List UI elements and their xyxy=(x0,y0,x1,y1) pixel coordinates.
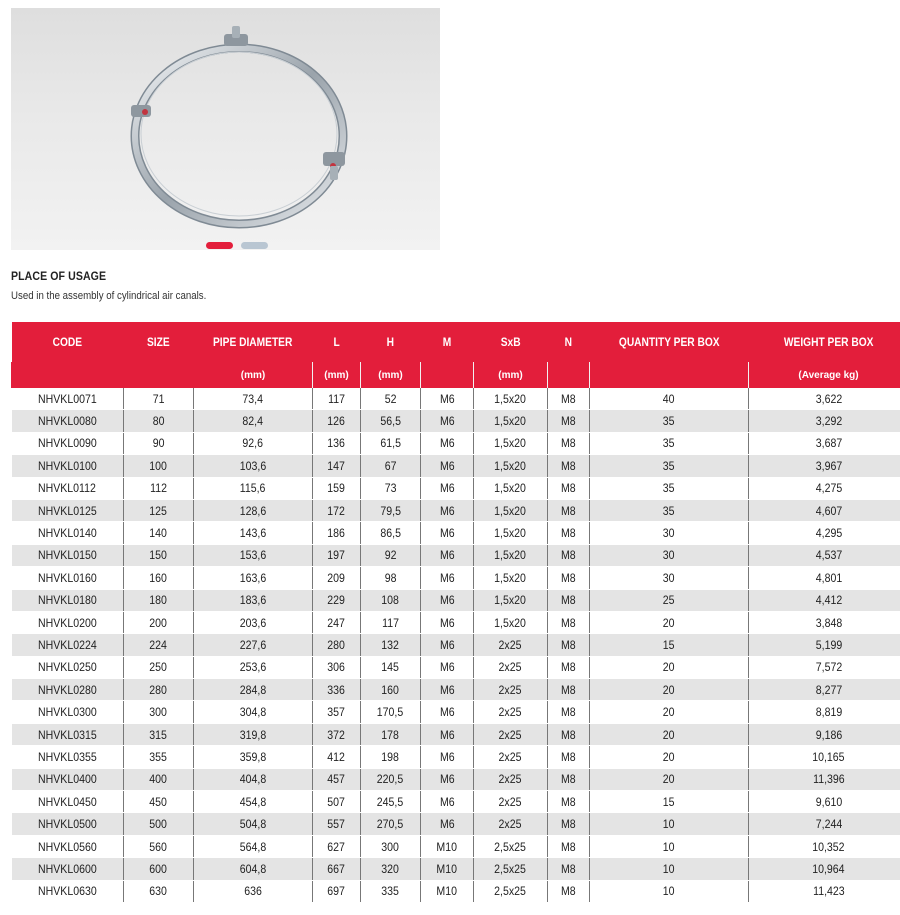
cell-weight-per-box: 4,537 xyxy=(749,544,900,566)
header-m: M xyxy=(421,322,474,362)
cell-size: 500 xyxy=(124,813,194,835)
cell-m: M6 xyxy=(421,567,474,589)
cell-l: 197 xyxy=(313,544,361,566)
cell-pipe-diameter: 227,6 xyxy=(194,634,313,656)
cell-pipe-diameter: 404,8 xyxy=(194,768,313,790)
cell-code: NHVKL0125 xyxy=(12,499,124,521)
cell-sxb: 1,5x20 xyxy=(474,522,548,544)
cell-h: 160 xyxy=(361,679,421,701)
cell-pipe-diameter: 143,6 xyxy=(194,522,313,544)
cell-l: 280 xyxy=(313,634,361,656)
cell-code: NHVKL0600 xyxy=(12,858,124,880)
cell-h: 320 xyxy=(361,858,421,880)
cell-h: 73 xyxy=(361,477,421,499)
usage-title: PLACE OF USAGE xyxy=(11,269,107,283)
cell-quantity-per-box: 40 xyxy=(590,388,749,410)
cell-sxb: 2x25 xyxy=(474,746,548,768)
cell-h: 117 xyxy=(361,611,421,633)
cell-l: 667 xyxy=(313,858,361,880)
carousel-dot-active[interactable] xyxy=(206,242,233,249)
cell-code: NHVKL0280 xyxy=(12,679,124,701)
cell-sxb: 2x25 xyxy=(474,723,548,745)
cell-pipe-diameter: 253,6 xyxy=(194,656,313,678)
cell-quantity-per-box: 20 xyxy=(590,701,749,723)
header-sxb: SxB xyxy=(474,322,548,362)
table-row xyxy=(12,567,900,589)
cell-weight-per-box: 4,412 xyxy=(749,589,900,611)
cell-m: M6 xyxy=(421,768,474,790)
cell-sxb: 2x25 xyxy=(474,791,548,813)
cell-pipe-diameter: 73,4 xyxy=(194,388,313,410)
cell-quantity-per-box: 35 xyxy=(590,410,749,432)
table-row xyxy=(12,634,900,656)
cell-weight-per-box: 5,199 xyxy=(749,634,900,656)
cell-l: 147 xyxy=(313,455,361,477)
cell-h: 335 xyxy=(361,880,421,902)
cell-size: 400 xyxy=(124,768,194,790)
cell-code: NHVKL0315 xyxy=(12,723,124,745)
cell-m: M6 xyxy=(421,499,474,521)
cell-m: M6 xyxy=(421,634,474,656)
table-row xyxy=(12,410,900,432)
cell-n: M8 xyxy=(548,611,590,633)
cell-h: 145 xyxy=(361,656,421,678)
unit-sxb: (mm) xyxy=(474,362,548,388)
cell-size: 450 xyxy=(124,791,194,813)
unit-code xyxy=(12,362,124,388)
cell-sxb: 1,5x20 xyxy=(474,432,548,454)
table-row xyxy=(12,455,900,477)
cell-pipe-diameter: 636 xyxy=(194,880,313,902)
unit-n xyxy=(548,362,590,388)
cell-m: M10 xyxy=(421,858,474,880)
cell-l: 209 xyxy=(313,567,361,589)
cell-weight-per-box: 9,610 xyxy=(749,791,900,813)
cell-h: 52 xyxy=(361,388,421,410)
cell-h: 61,5 xyxy=(361,432,421,454)
cell-code: NHVKL0450 xyxy=(12,791,124,813)
cell-m: M6 xyxy=(421,656,474,678)
cell-pipe-diameter: 604,8 xyxy=(194,858,313,880)
cell-m: M6 xyxy=(421,388,474,410)
cell-quantity-per-box: 30 xyxy=(590,544,749,566)
unit-weight: (Average kg) xyxy=(749,362,900,388)
cell-pipe-diameter: 103,6 xyxy=(194,455,313,477)
table-row xyxy=(12,880,900,902)
cell-h: 220,5 xyxy=(361,768,421,790)
cell-weight-per-box: 3,622 xyxy=(749,388,900,410)
cell-n: M8 xyxy=(548,567,590,589)
cell-sxb: 1,5x20 xyxy=(474,455,548,477)
cell-l: 357 xyxy=(313,701,361,723)
cell-h: 56,5 xyxy=(361,410,421,432)
cell-quantity-per-box: 10 xyxy=(590,835,749,857)
cell-n: M8 xyxy=(548,410,590,432)
pipe-clamp-illustration xyxy=(11,8,440,250)
cell-l: 247 xyxy=(313,611,361,633)
cell-n: M8 xyxy=(548,388,590,410)
cell-pipe-diameter: 304,8 xyxy=(194,701,313,723)
cell-size: 200 xyxy=(124,611,194,633)
cell-weight-per-box: 4,607 xyxy=(749,499,900,521)
table-header-row xyxy=(12,322,900,362)
cell-sxb: 2,5x25 xyxy=(474,835,548,857)
unit-l: (mm) xyxy=(313,362,361,388)
table-row xyxy=(12,611,900,633)
cell-sxb: 1,5x20 xyxy=(474,544,548,566)
cell-code: NHVKL0400 xyxy=(12,768,124,790)
cell-pipe-diameter: 82,4 xyxy=(194,410,313,432)
cell-n: M8 xyxy=(548,723,590,745)
cell-pipe-diameter: 454,8 xyxy=(194,791,313,813)
table-row xyxy=(12,477,900,499)
cell-n: M8 xyxy=(548,858,590,880)
cell-sxb: 2,5x25 xyxy=(474,880,548,902)
cell-weight-per-box: 11,423 xyxy=(749,880,900,902)
cell-sxb: 2x25 xyxy=(474,813,548,835)
cell-quantity-per-box: 30 xyxy=(590,522,749,544)
cell-h: 270,5 xyxy=(361,813,421,835)
cell-sxb: 1,5x20 xyxy=(474,589,548,611)
cell-quantity-per-box: 15 xyxy=(590,791,749,813)
cell-sxb: 2x25 xyxy=(474,656,548,678)
cell-code: NHVKL0224 xyxy=(12,634,124,656)
cell-quantity-per-box: 35 xyxy=(590,477,749,499)
cell-quantity-per-box: 20 xyxy=(590,768,749,790)
cell-size: 112 xyxy=(124,477,194,499)
header-quantity-per-box: QUANTITY PER BOX xyxy=(590,322,749,362)
cell-code: NHVKL0140 xyxy=(12,522,124,544)
table-row xyxy=(12,835,900,857)
cell-weight-per-box: 10,964 xyxy=(749,858,900,880)
unit-m xyxy=(421,362,474,388)
cell-n: M8 xyxy=(548,746,590,768)
cell-code: NHVKL0080 xyxy=(12,410,124,432)
cell-m: M6 xyxy=(421,791,474,813)
cell-l: 372 xyxy=(313,723,361,745)
cell-h: 132 xyxy=(361,634,421,656)
table-row xyxy=(12,522,900,544)
header-weight-per-box: WEIGHT PER BOX xyxy=(749,322,900,362)
cell-sxb: 1,5x20 xyxy=(474,611,548,633)
cell-weight-per-box: 7,572 xyxy=(749,656,900,678)
cell-h: 300 xyxy=(361,835,421,857)
unit-pipe-diameter: (mm) xyxy=(194,362,313,388)
cell-size: 90 xyxy=(124,432,194,454)
cell-code: NHVKL0560 xyxy=(12,835,124,857)
cell-n: M8 xyxy=(548,522,590,544)
cell-size: 160 xyxy=(124,567,194,589)
cell-l: 172 xyxy=(313,499,361,521)
cell-size: 224 xyxy=(124,634,194,656)
cell-sxb: 2x25 xyxy=(474,634,548,656)
cell-h: 178 xyxy=(361,723,421,745)
cell-l: 186 xyxy=(313,522,361,544)
cell-weight-per-box: 8,819 xyxy=(749,701,900,723)
cell-code: NHVKL0100 xyxy=(12,455,124,477)
cell-size: 71 xyxy=(124,388,194,410)
unit-quantity xyxy=(590,362,749,388)
cell-m: M6 xyxy=(421,701,474,723)
cell-code: NHVKL0150 xyxy=(12,544,124,566)
cell-size: 315 xyxy=(124,723,194,745)
cell-quantity-per-box: 30 xyxy=(590,567,749,589)
cell-h: 98 xyxy=(361,567,421,589)
cell-pipe-diameter: 163,6 xyxy=(194,567,313,589)
cell-code: NHVKL0160 xyxy=(12,567,124,589)
cell-weight-per-box: 4,801 xyxy=(749,567,900,589)
cell-h: 198 xyxy=(361,746,421,768)
cell-weight-per-box: 10,165 xyxy=(749,746,900,768)
cell-h: 86,5 xyxy=(361,522,421,544)
cell-m: M6 xyxy=(421,679,474,701)
cell-weight-per-box: 4,275 xyxy=(749,477,900,499)
cell-quantity-per-box: 10 xyxy=(590,858,749,880)
table-row xyxy=(12,701,900,723)
cell-l: 412 xyxy=(313,746,361,768)
cell-l: 229 xyxy=(313,589,361,611)
table-row xyxy=(12,768,900,790)
cell-l: 336 xyxy=(313,679,361,701)
cell-h: 108 xyxy=(361,589,421,611)
cell-weight-per-box: 3,292 xyxy=(749,410,900,432)
cell-size: 250 xyxy=(124,656,194,678)
cell-h: 79,5 xyxy=(361,499,421,521)
cell-pipe-diameter: 564,8 xyxy=(194,835,313,857)
cell-code: NHVKL0200 xyxy=(12,611,124,633)
cell-weight-per-box: 3,687 xyxy=(749,432,900,454)
cell-quantity-per-box: 20 xyxy=(590,656,749,678)
cell-pipe-diameter: 284,8 xyxy=(194,679,313,701)
cell-m: M6 xyxy=(421,432,474,454)
cell-l: 557 xyxy=(313,813,361,835)
header-code: CODE xyxy=(12,322,124,362)
cell-h: 245,5 xyxy=(361,791,421,813)
cell-m: M6 xyxy=(421,589,474,611)
header-pipe-diameter: PIPE DIAMETER xyxy=(194,322,313,362)
cell-code: NHVKL0500 xyxy=(12,813,124,835)
cell-l: 507 xyxy=(313,791,361,813)
cell-code: NHVKL0071 xyxy=(12,388,124,410)
cell-quantity-per-box: 25 xyxy=(590,589,749,611)
cell-h: 170,5 xyxy=(361,701,421,723)
cell-n: M8 xyxy=(548,656,590,678)
table-row xyxy=(12,544,900,566)
cell-size: 140 xyxy=(124,522,194,544)
cell-n: M8 xyxy=(548,701,590,723)
cell-weight-per-box: 9,186 xyxy=(749,723,900,745)
cell-quantity-per-box: 35 xyxy=(590,455,749,477)
cell-size: 560 xyxy=(124,835,194,857)
cell-weight-per-box: 4,295 xyxy=(749,522,900,544)
specification-table xyxy=(11,322,900,903)
cell-weight-per-box: 11,396 xyxy=(749,768,900,790)
cell-quantity-per-box: 35 xyxy=(590,432,749,454)
cell-size: 280 xyxy=(124,679,194,701)
cell-code: NHVKL0300 xyxy=(12,701,124,723)
cell-weight-per-box: 3,848 xyxy=(749,611,900,633)
table-row xyxy=(12,656,900,678)
cell-weight-per-box: 7,244 xyxy=(749,813,900,835)
cell-pipe-diameter: 203,6 xyxy=(194,611,313,633)
cell-pipe-diameter: 128,6 xyxy=(194,499,313,521)
cell-sxb: 2x25 xyxy=(474,768,548,790)
unit-h: (mm) xyxy=(361,362,421,388)
table-row xyxy=(12,679,900,701)
cell-m: M6 xyxy=(421,455,474,477)
cell-pipe-diameter: 183,6 xyxy=(194,589,313,611)
header-h: H xyxy=(361,322,421,362)
cell-m: M6 xyxy=(421,813,474,835)
product-image xyxy=(11,8,440,250)
cell-l: 627 xyxy=(313,835,361,857)
table-row xyxy=(12,813,900,835)
table-row xyxy=(12,746,900,768)
cell-n: M8 xyxy=(548,768,590,790)
cell-sxb: 1,5x20 xyxy=(474,499,548,521)
cell-n: M8 xyxy=(548,589,590,611)
cell-pipe-diameter: 153,6 xyxy=(194,544,313,566)
cell-quantity-per-box: 20 xyxy=(590,611,749,633)
cell-n: M8 xyxy=(548,634,590,656)
cell-sxb: 2x25 xyxy=(474,701,548,723)
cell-code: NHVKL0090 xyxy=(12,432,124,454)
cell-quantity-per-box: 20 xyxy=(590,723,749,745)
header-n: N xyxy=(548,322,590,362)
cell-n: M8 xyxy=(548,544,590,566)
cell-pipe-diameter: 92,6 xyxy=(194,432,313,454)
cell-l: 697 xyxy=(313,880,361,902)
cell-l: 457 xyxy=(313,768,361,790)
cell-quantity-per-box: 35 xyxy=(590,499,749,521)
usage-description: Used in the assembly of cylindrical air canals. xyxy=(11,290,207,302)
cell-n: M8 xyxy=(548,813,590,835)
cell-quantity-per-box: 20 xyxy=(590,679,749,701)
cell-code: NHVKL0112 xyxy=(12,477,124,499)
cell-quantity-per-box: 20 xyxy=(590,746,749,768)
cell-n: M8 xyxy=(548,477,590,499)
cell-weight-per-box: 8,277 xyxy=(749,679,900,701)
cell-code: NHVKL0180 xyxy=(12,589,124,611)
cell-size: 80 xyxy=(124,410,194,432)
cell-sxb: 1,5x20 xyxy=(474,567,548,589)
table-row xyxy=(12,723,900,745)
cell-sxb: 2,5x25 xyxy=(474,858,548,880)
cell-m: M6 xyxy=(421,723,474,745)
cell-weight-per-box: 10,352 xyxy=(749,835,900,857)
cell-sxb: 1,5x20 xyxy=(474,388,548,410)
cell-m: M6 xyxy=(421,544,474,566)
table-row xyxy=(12,388,900,410)
carousel-dot[interactable] xyxy=(241,242,268,249)
cell-m: M6 xyxy=(421,522,474,544)
cell-size: 180 xyxy=(124,589,194,611)
cell-n: M8 xyxy=(548,835,590,857)
table-row xyxy=(12,791,900,813)
cell-sxb: 2x25 xyxy=(474,679,548,701)
cell-m: M10 xyxy=(421,880,474,902)
cell-size: 150 xyxy=(124,544,194,566)
cell-size: 125 xyxy=(124,499,194,521)
cell-code: NHVKL0355 xyxy=(12,746,124,768)
cell-n: M8 xyxy=(548,499,590,521)
cell-h: 67 xyxy=(361,455,421,477)
cell-m: M6 xyxy=(421,746,474,768)
table-row xyxy=(12,858,900,880)
cell-weight-per-box: 3,967 xyxy=(749,455,900,477)
cell-size: 600 xyxy=(124,858,194,880)
header-l: L xyxy=(313,322,361,362)
cell-m: M6 xyxy=(421,611,474,633)
cell-l: 136 xyxy=(313,432,361,454)
cell-n: M8 xyxy=(548,455,590,477)
cell-size: 100 xyxy=(124,455,194,477)
cell-pipe-diameter: 319,8 xyxy=(194,723,313,745)
cell-quantity-per-box: 10 xyxy=(590,813,749,835)
cell-n: M8 xyxy=(548,791,590,813)
cell-m: M10 xyxy=(421,835,474,857)
cell-l: 159 xyxy=(313,477,361,499)
cell-size: 355 xyxy=(124,746,194,768)
cell-code: NHVKL0250 xyxy=(12,656,124,678)
cell-pipe-diameter: 359,8 xyxy=(194,746,313,768)
table-units-row xyxy=(12,362,900,388)
cell-n: M8 xyxy=(548,880,590,902)
cell-n: M8 xyxy=(548,679,590,701)
cell-code: NHVKL0630 xyxy=(12,880,124,902)
table-row xyxy=(12,499,900,521)
cell-m: M6 xyxy=(421,410,474,432)
cell-m: M6 xyxy=(421,477,474,499)
cell-pipe-diameter: 115,6 xyxy=(194,477,313,499)
cell-sxb: 1,5x20 xyxy=(474,477,548,499)
unit-size xyxy=(124,362,194,388)
cell-size: 300 xyxy=(124,701,194,723)
cell-quantity-per-box: 15 xyxy=(590,634,749,656)
cell-n: M8 xyxy=(548,432,590,454)
cell-pipe-diameter: 504,8 xyxy=(194,813,313,835)
cell-l: 117 xyxy=(313,388,361,410)
table-row xyxy=(12,589,900,611)
cell-l: 306 xyxy=(313,656,361,678)
cell-sxb: 1,5x20 xyxy=(474,410,548,432)
cell-quantity-per-box: 10 xyxy=(590,880,749,902)
table-row xyxy=(12,432,900,454)
cell-h: 92 xyxy=(361,544,421,566)
cell-l: 126 xyxy=(313,410,361,432)
cell-size: 630 xyxy=(124,880,194,902)
header-size: SIZE xyxy=(124,322,194,362)
table-body xyxy=(12,388,900,902)
